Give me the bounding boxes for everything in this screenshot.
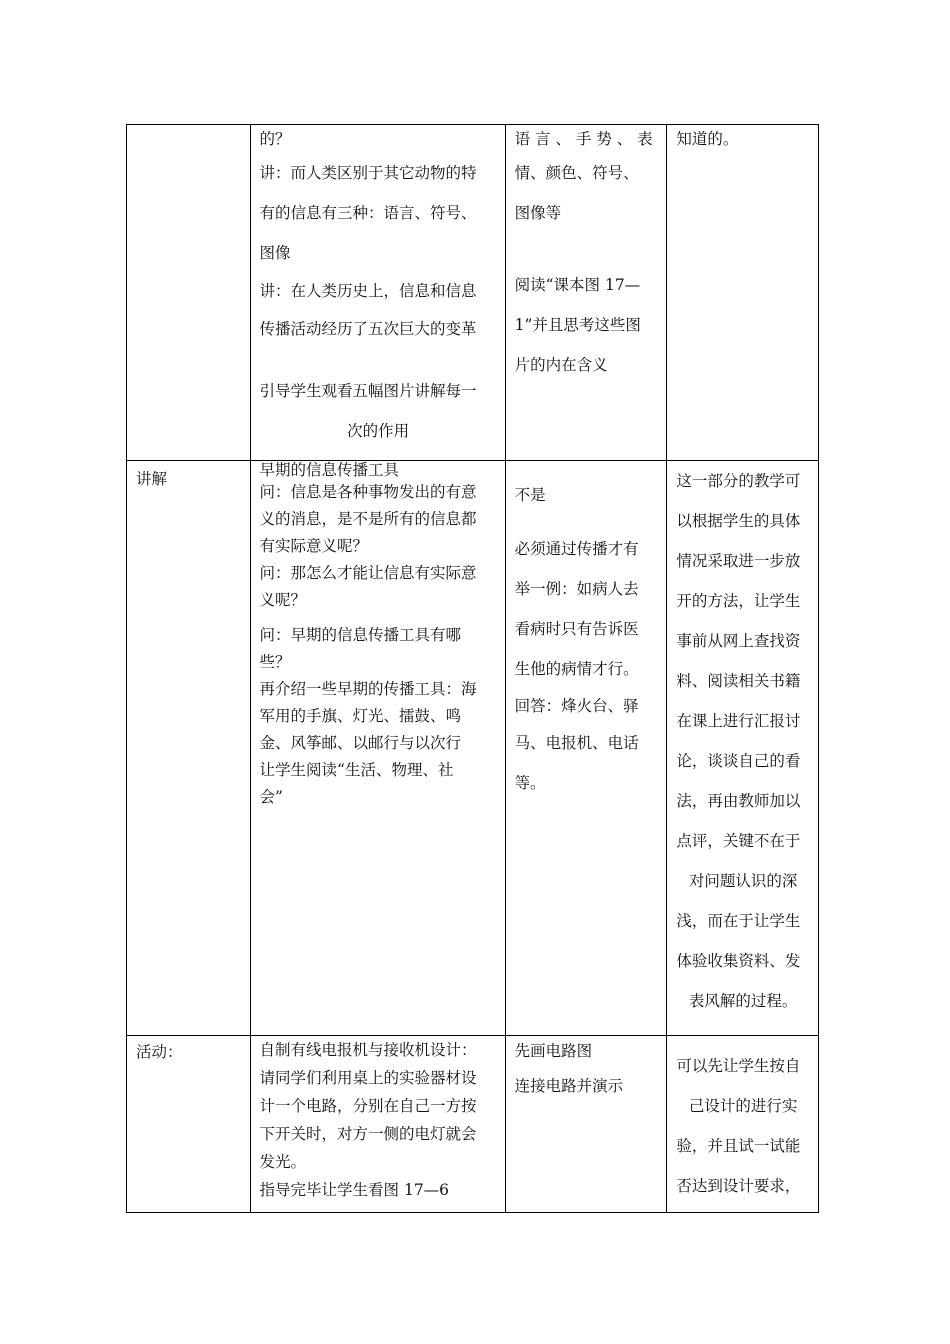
content-line: 问：那怎么才能让信息有实际意 — [259, 564, 477, 582]
row-label: 活动： — [136, 1043, 183, 1061]
content-line: 义的消息，是不是所有的信息都 — [259, 510, 477, 528]
content-line: 计一个电路，分别在自己一方按 — [259, 1097, 477, 1115]
content-line: 金、风筝邮、以邮行与以次行 — [259, 734, 462, 752]
note-line: 表风解的过程。 — [688, 992, 798, 1010]
student-activity-cell — [505, 461, 667, 1036]
student-line: 语 言 、 手 势 、 表 — [514, 130, 653, 148]
note-line: 开的方法，让学生 — [676, 592, 801, 610]
student-line: 必须通过传播才有 — [514, 540, 639, 558]
content-line: 军用的手旗、灯光、擂鼓、鸣 — [259, 707, 462, 725]
table-row — [127, 461, 819, 1036]
row-label: 讲解 — [136, 470, 168, 488]
note-line: 可以先让学生按自 — [676, 1057, 801, 1075]
content-line: 指导完毕让学生看图 17—6 — [259, 1181, 450, 1199]
design-note-cell — [667, 125, 819, 461]
note-line: 己设计的进行实 — [688, 1097, 798, 1115]
design-note-cell — [667, 461, 819, 1036]
content-line: 有的信息有三种：语言、符号、 — [259, 204, 477, 222]
content-line: 义呢？ — [259, 591, 307, 609]
row-label-cell — [127, 125, 251, 461]
note-line: 事前从网上查找资 — [676, 632, 801, 650]
student-activity-cell — [505, 1036, 667, 1213]
note-line: 点评，关键不在于 — [676, 832, 801, 850]
note-line: 浅，而在于让学生 — [676, 912, 801, 930]
content-line: 再介绍一些早期的传播工具：海 — [259, 680, 477, 698]
student-line: 阅读“课本图 17— — [514, 276, 641, 294]
content-line: 请同学们利用桌上的实验器材设 — [259, 1069, 477, 1087]
table-row — [127, 125, 819, 461]
note-line: 对问题认识的深 — [688, 872, 798, 890]
content-line: 问：早期的信息传播工具有哪 — [259, 626, 462, 644]
student-line: 情、颜色、符号、 — [514, 164, 639, 182]
student-line: 不是 — [514, 486, 546, 504]
student-line: 回答：烽火台、驿 — [514, 697, 639, 715]
note-line: 在课上进行汇报讨 — [676, 712, 801, 730]
content-line: 让学生阅读“生活、物理、社 — [259, 761, 454, 779]
row-label — [136, 129, 242, 157]
student-line: 举一例：如病人去 — [514, 580, 639, 598]
note-line: 验，并且试一试能 — [676, 1137, 801, 1155]
note-line: 知道的。 — [676, 130, 739, 148]
content-line: 下开关时，对方一侧的电灯就会 — [259, 1125, 477, 1143]
student-line: 片的内在含义 — [514, 356, 608, 374]
row-label-cell — [127, 461, 251, 1036]
content-line: 讲：而人类区别于其它动物的特 — [259, 164, 477, 182]
note-line: 料、阅读相关书籍 — [676, 672, 801, 690]
row-label-cell — [127, 1036, 251, 1213]
content-line: 会” — [259, 788, 283, 806]
design-note-cell — [667, 1036, 819, 1213]
student-line — [515, 233, 659, 265]
content-line — [260, 349, 497, 371]
note-line: 否达到设计要求， — [676, 1177, 801, 1195]
note-line: 以根据学生的具体 — [676, 512, 801, 530]
note-line: 情况采取进一步放 — [676, 552, 801, 570]
content-line: 早期的信息传播工具 — [259, 461, 400, 479]
content-line: 的？ — [259, 130, 291, 148]
student-line: 看病时只有告诉医 — [514, 620, 639, 638]
table-row — [127, 1036, 819, 1213]
content-line: 传播活动经历了五次巨大的变革 — [259, 320, 477, 338]
content-line: 讲：在人类历史上，信息和信息 — [259, 282, 477, 300]
teacher-activity-cell — [250, 461, 505, 1036]
student-line: 1”并且思考这些图 — [514, 316, 641, 334]
content-line: 引导学生观看五幅图片讲解每一 — [259, 382, 477, 400]
teacher-activity-cell — [250, 125, 505, 461]
student-line: 马、电报机、电话 — [514, 734, 639, 752]
content-line: 图像 — [259, 244, 291, 262]
note-line: 法，再由教师加以 — [676, 792, 801, 810]
student-line: 图像等 — [514, 204, 562, 222]
student-line: 连接电路并演示 — [514, 1077, 624, 1095]
note-line: 体验收集资料、发 — [676, 952, 801, 970]
content-line: 自制有线电报机与接收机设计： — [259, 1041, 477, 1059]
content-line: 发光。 — [259, 1153, 307, 1171]
student-line: 等。 — [514, 774, 546, 792]
content-line: 有实际意义呢？ — [259, 537, 369, 555]
content-line: 些？ — [259, 653, 291, 671]
content-line: 问：信息是各种事物发出的有意 — [259, 483, 477, 501]
note-line: 论，谈谈自己的看 — [676, 752, 801, 770]
student-line: 生他的病情才行。 — [514, 660, 639, 678]
teacher-activity-cell — [250, 1036, 505, 1213]
lesson-plan-table — [126, 124, 819, 1213]
content-line: 次的作用 — [347, 422, 410, 440]
student-line: 先画电路图 — [514, 1042, 593, 1060]
student-activity-cell — [505, 125, 667, 461]
note-line: 这一部分的教学可 — [676, 472, 801, 490]
